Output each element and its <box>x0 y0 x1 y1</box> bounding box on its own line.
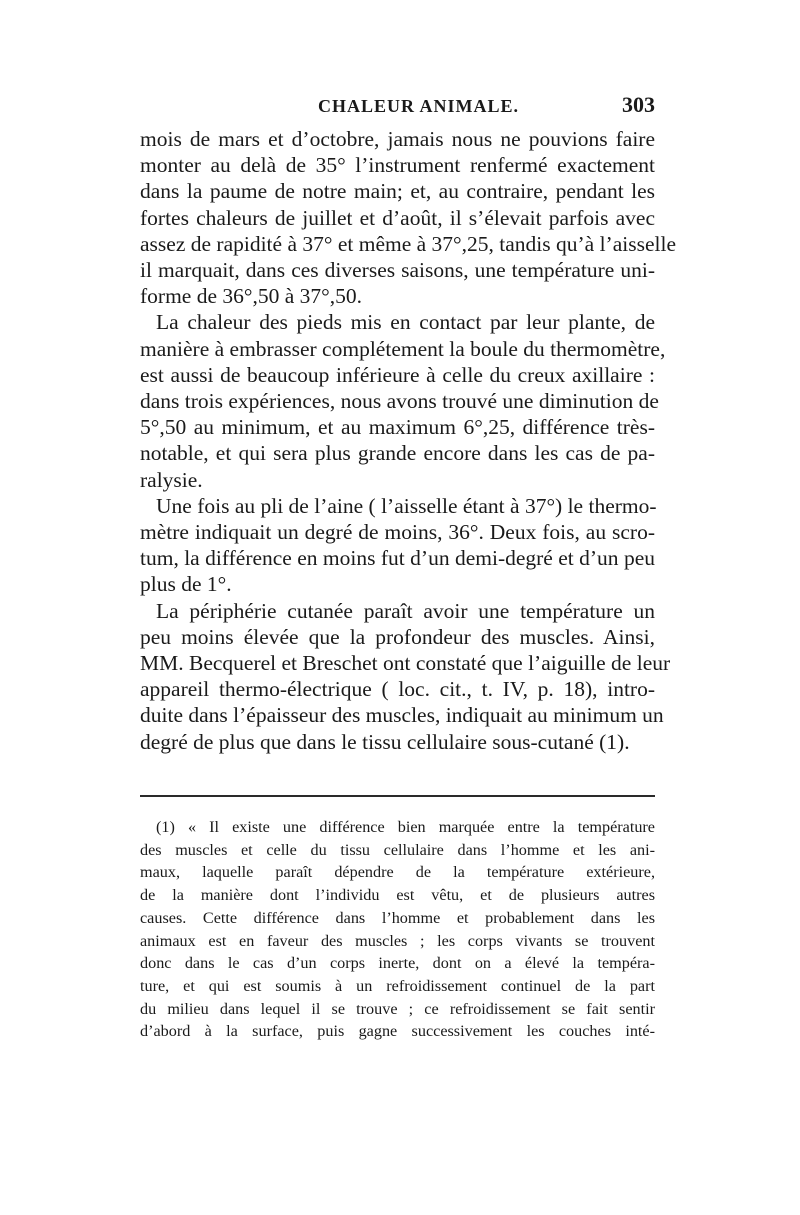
footnote-divider <box>140 795 655 797</box>
text-line: 5°,50 au minimum, et au maximum 6°,25, différence très- <box>140 415 655 440</box>
footnote <box>140 816 655 1043</box>
footnote-line: causes. Cette différence dans l’homme et probablement dans les <box>140 908 655 927</box>
body-text <box>140 126 676 755</box>
text-line: mètre indiquait un degré de moins, 36°. Deux fois, au scro- <box>140 520 655 545</box>
footnote-line: donc dans le cas d’un corps inerte, dont on a élevé la tempéra- <box>140 954 655 973</box>
footnote-line: (1) « Il existe une différence bien marquée entre la température <box>156 818 655 836</box>
text-line: est aussi de beaucoup inférieure à celle du creux axillaire : <box>140 362 655 387</box>
footnote-line: du milieu dans lequel il se trouve ; ce refroidissement se fait sentir <box>140 999 655 1018</box>
footnote-line: des muscles et celle du tissu cellulaire dans l’homme et les ani- <box>140 840 655 859</box>
footnote-line: maux, laquelle paraît dépendre de la température extérieure, <box>140 863 655 882</box>
footnote-line: d’abord à la surface, puis gagne successivement les couches inté- <box>140 1022 655 1041</box>
paragraph-start-line: La périphérie cutanée paraît avoir une température un <box>156 598 655 623</box>
text-line: dans trois expériences, nous avons trouvé une diminution de <box>140 389 659 414</box>
text-line: duite dans l’épaisseur des muscles, indiquait au minimum un <box>140 703 664 728</box>
text-line: ralysie. <box>140 467 203 492</box>
footnote-line: ture, et qui est soumis à un refroidissement continuel de la part <box>140 976 655 995</box>
text-line: assez de rapidité à 37° et même à 37°,25, tandis qu’à l’aisselle <box>140 231 676 256</box>
footnote-line: de la manière dont l’individu est vêtu, et de plusieurs autres <box>140 886 655 905</box>
footnote-line: animaux est en faveur des muscles ; les corps vivants se trouvent <box>140 931 655 950</box>
page-number: 303 <box>622 92 655 117</box>
text-line: degré de plus que dans le tissu cellulaire sous-cutané (1). <box>140 729 630 754</box>
text-line: tum, la différence en moins fut d’un demi-degré et d’un peu <box>140 546 655 571</box>
paragraph-start-line: Une fois au pli de l’aine ( l’aisselle étant à 37°) le thermo- <box>156 493 657 518</box>
text-line: MM. Becquerel et Breschet ont constaté que l’aiguille de leur <box>140 651 671 676</box>
text-line: notable, et qui sera plus grande encore dans les cas de pa- <box>140 441 655 466</box>
running-title: CHALEUR ANIMALE. <box>318 96 520 116</box>
text-line: mois de mars et d’octobre, jamais nous ne pouvions faire <box>140 127 655 151</box>
text-line: plus de 1°. <box>140 572 232 597</box>
text-line: peu moins élevée que la profondeur des muscles. Ainsi, <box>140 624 655 649</box>
text-line: monter au delà de 35° l’instrument renfermé exactement <box>140 153 655 178</box>
text-line: il marquait, dans ces diverses saisons, une température uni- <box>140 258 655 283</box>
text-line: fortes chaleurs de juillet et d’août, il s’élevait parfois avec <box>140 205 655 230</box>
text-line: manière à embrasser complétement la boule du thermomètre, <box>140 336 666 361</box>
paragraph-start-line: La chaleur des pieds mis en contact par leur plante, de <box>156 310 655 335</box>
text-line: appareil thermo-électrique ( loc. cit., t. IV, p. 18), intro- <box>140 677 655 702</box>
text-line: forme de 36°,50 à 37°,50. <box>140 284 362 309</box>
text-line: dans la paume de notre main; et, au contraire, pendant les <box>140 179 655 204</box>
page-header <box>140 92 655 126</box>
